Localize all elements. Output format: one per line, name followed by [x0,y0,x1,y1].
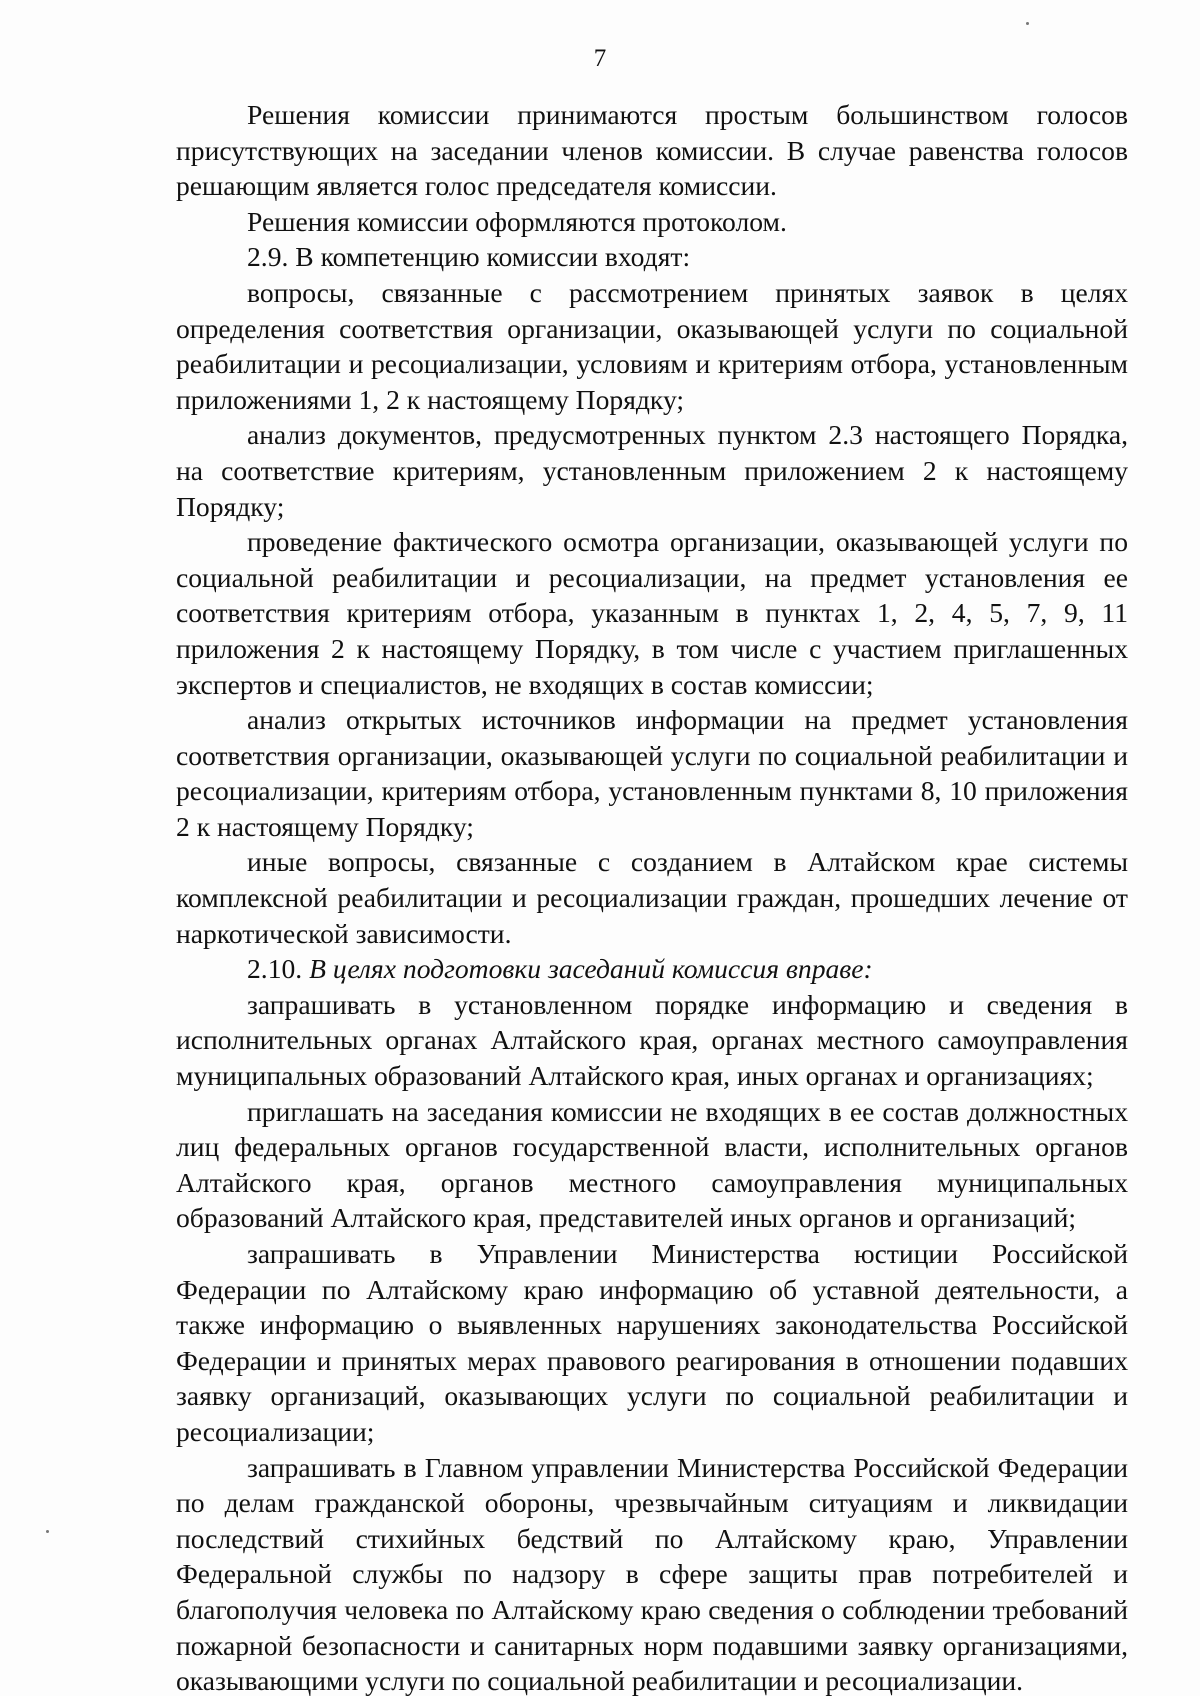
paragraph-2-10-item-3: запрашивать в Управлении Министерства юстиции Российской Федерации по Алтайскому краю информацию об уставной деятельности, а также информацию о выявленных нарушениях законодательства Российской Федерации и принятых мерах правового реагирования в отношении подавших заявку организаций, оказывающих услуги по социальной реабилитации и ресоциализации; [176,1238,1128,1447]
scan-speck [46,1530,49,1533]
paragraph-2-9-item-1: вопросы, связанные с рассмотрением принятых заявок в целях определения соответствия организации, оказывающей услуги по социальной реабилитации и ресоциализации, условиям и критериям отбора, установленным приложениями 1, 2 к настоящему Порядку; [176,276,1128,415]
document-body [176,97,1128,1699]
section-heading-italic: В целях подготовки заседаний комиссия вправе: [309,953,873,985]
paragraph-2-9-heading: 2.9. В компетенцию комиссии входят: [247,241,691,273]
scan-speck [1026,22,1029,25]
section-number: 2.10. [247,953,310,985]
paragraph-2-9-item-2: анализ документов, предусмотренных пунктом 2.3 настоящего Порядка, на соответствие критериям, установленным приложением 2 к настоящему Порядку; [176,419,1128,522]
paragraph-2-10-heading [176,951,1128,987]
paragraph-decisions-protocol: Решения комиссии оформляются протоколом. [247,205,787,237]
page-number: 7 [593,45,607,72]
paragraph-2-9-item-3: проведение фактического осмотра организации, оказывающей услуги по социальной реабилитации и ресоциализации, на предмет установления ее соответствия критериям отбора, указанным в пунктах 1, 2, 4, 5, 7, 9, 11 приложения 2 к настоящему Порядку, в том числе с участием приглашенных экспертов и специалистов, не входящих в состав комиссии; [176,526,1128,700]
paragraph-2-9-item-5: иные вопросы, связанные с созданием в Алтайском крае системы комплексной реабилитации и ресоциализации граждан, прошедших лечение от наркотической зависимости. [176,846,1128,949]
paragraph-decisions-majority: Решения комиссии принимаются простым большинством голосов присутствующих на заседании членов комиссии. В случае равенства голосов решающим является голос председателя комиссии. [176,99,1128,202]
paragraph-2-10-item-1: запрашивать в установленном порядке информацию и сведения в исполнительных органах Алтайского края, органах местного самоуправления муниципальных образований Алтайского края, иных органах и организациях; [176,988,1128,1092]
paragraph-2-10-item-4: запрашивать в Главном управлении Министерства Российской Федерации по делам гражданской обороны, чрезвычайным ситуациям и ликвидации последствий стихийных бедствий по Алтайскому краю, Управлении Федеральной службы по надзору в сфере защиты прав потребителей и благополучия человека по Алтайскому краю сведения о соблюдении требований пожарной безопасности и санитарных норм подавшими заявку организациями, оказывающими услуги по социальной реабилитации и ресоциализации. [176,1451,1128,1697]
paragraph-2-10-item-2: приглашать на заседания комиссии не входящих в ее состав должностных лиц федеральных органов государственной власти, исполнительных органов Алтайского края, органов местного самоуправления муниципальных образований Алтайского края, представителей иных органов и организаций; [176,1095,1128,1234]
paragraph-2-9-item-4: анализ открытых источников информации на предмет установления соответствия организации, оказывающей услуги по социальной реабилитации и ресоциализации, критериям отбора, установленным пунктами 8, 10 приложения 2 к настоящему Порядку; [176,704,1128,842]
